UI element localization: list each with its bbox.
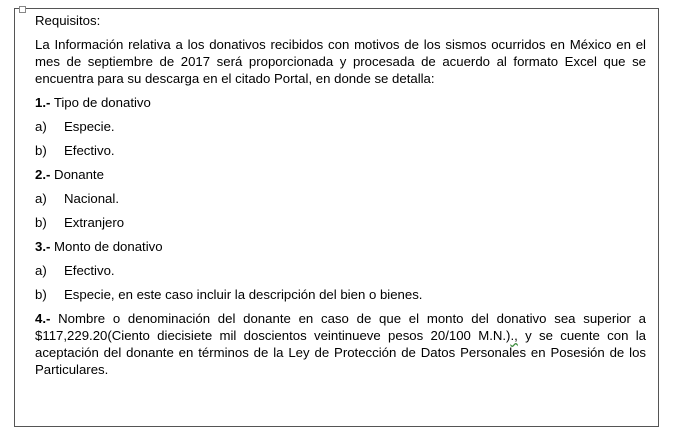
- section-4-text-before: Nombre o denominación del donante en caso de que el monto del donativo sea superior a $117,229.20(Ciento diecisiete mil doscientos veintinueve pesos 20/100 M.N.): [35, 311, 646, 343]
- list-item-text: Extranjero: [64, 215, 125, 230]
- section-number: 4.-: [35, 311, 51, 326]
- list-item: [35, 262, 646, 279]
- requirements-title: Requisitos:: [35, 13, 101, 28]
- section-3-heading: [35, 238, 646, 255]
- list-item-text: Especie.: [64, 119, 115, 134]
- list-item-text: Especie, en este caso incluir la descripción del bien o bienes.: [64, 287, 423, 302]
- list-marker: a): [35, 119, 47, 134]
- section-heading-text: Donante: [50, 167, 104, 182]
- section-heading-text: Monto de donativo: [50, 239, 163, 254]
- section-2-heading: [35, 166, 646, 183]
- spellcheck-flag[interactable]: .,: [510, 328, 518, 343]
- list-item-text: Nacional.: [64, 191, 119, 206]
- list-item: [35, 142, 646, 159]
- list-marker: a): [35, 263, 47, 278]
- list-item: [35, 214, 646, 231]
- intro-paragraph: La Información relativa a los donativos recibidos con motivos de los sismos ocurridos en México en el mes de septiembre de 2017 será proporcionada y procesada de acuerdo al formato Excel que se encuentra para su descarga en el citado Portal, en donde se detalla:: [35, 37, 646, 86]
- list-marker: b): [35, 143, 47, 158]
- section-number: 2.-: [35, 167, 51, 182]
- section-number: 3.-: [35, 239, 51, 254]
- list-item: [35, 118, 646, 135]
- section-1-heading: [35, 94, 646, 111]
- section-4-paragraph: [35, 310, 646, 378]
- section-4-text-after: y se cuente con la aceptación del donante en términos de la Ley de Protección de Datos Personales en Posesión de los Particulares.: [35, 328, 646, 377]
- section-number: 1.-: [35, 95, 51, 110]
- section-heading-text: Tipo de donativo: [50, 95, 151, 110]
- list-item-text: Efectivo.: [64, 143, 115, 158]
- list-marker: b): [35, 215, 47, 230]
- anchor-handle-icon[interactable]: [19, 6, 26, 13]
- list-marker: a): [35, 191, 47, 206]
- list-item: [35, 286, 646, 303]
- list-item: [35, 190, 646, 207]
- list-item-text: Efectivo.: [64, 263, 115, 278]
- document-body: [35, 12, 646, 385]
- list-marker: b): [35, 287, 47, 302]
